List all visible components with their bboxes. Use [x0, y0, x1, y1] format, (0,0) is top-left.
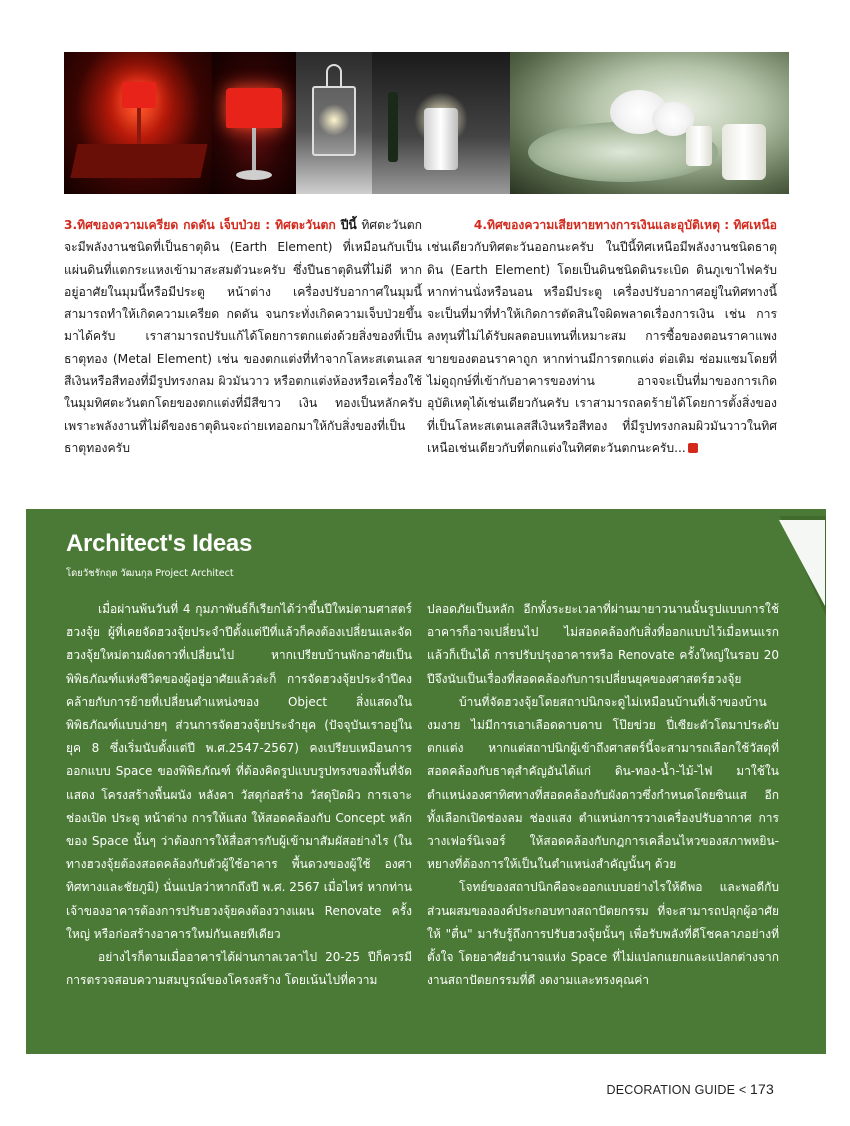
red-lamp-books-photo [64, 52, 212, 194]
page-footer [607, 1081, 775, 1097]
paragraph: บ้านที่จัดฮวงจุ้ยโดยสถาปนิกจะดูไม่เหมือนบ้านที่เจ้าของบ้านงมงาย ไม่มีการเอาเลือดดาบดาบ โป๊ยข่วย ปี่เซียะตัวโตมาประดับตกแต่ง หากแต่สถาปนิกผู้เข้าถึงศาสตร์นี้จะสามารถเลือกใช้วัสดุที่สอดคล้องกับธาตุสำคัญอันได้แก่ ดิน-ทอง-น้ำ-ไม้-ไฟ มาใช้ในตำแหน่งองศาทิศทางที่สอดคล้องกับผังดาวซึ่งกำหนดโดยซินแส อีกทั้งเลือกเปิดช่องลม ช่องแสง ตำแหน่งการวางเครื่องปรับอากาศ การวางเฟอร์นิเจอร์ ให้สอดคล้องกับกฎการเคลื่อนไหวของสภาพหยิน-หยางที่ต้องการให้เป็นในตำแหน่งสำคัญนั้นๆ ด้วย [427, 694, 779, 872]
candle-holder-wine-photo [372, 52, 510, 194]
page-number: 173 [750, 1081, 774, 1097]
candle-glow [318, 104, 350, 136]
panel-title: Architect's Ideas [66, 530, 253, 557]
lamp-shade [226, 88, 282, 128]
book-stack [70, 144, 207, 178]
paragraph: อย่างไรก็ตามเมื่ออาคารได้ผ่านกาลเวลาไป 20-25 ปีก็ควรมีการตรวจสอบความสมบูรณ์ของโครงสร้าง โดยเน้นไปที่ความ [66, 950, 412, 988]
wine-bottle [388, 92, 398, 162]
flowers-bowl-candle-photo [510, 52, 789, 194]
panel-column-right [427, 598, 779, 992]
section-4-heading: 4.ทิศของความเสียหายทางการเงินและอุบัติเหตุ : ทิศเหนือ [473, 218, 777, 232]
section-3-heading: 3.ทิศของความเครียด กดดัน เจ็บป่วย : ทิศตะวันตก [64, 218, 336, 232]
lamp-base [236, 170, 272, 180]
candle [686, 126, 712, 166]
candle-holder [424, 108, 458, 170]
section-4-body: เช่นเดียวกับทิศตะวันออกนะครับ ในปีนี้ทิศเหนือมีพลังงานชนิดธาตุดิน (Earth Element) โดยเป็นดินชนิดดินระเบิด ดินภูเขาไฟครับ หากท่านนั่งหรือนอน หรือมีประตู เครื่องปรับอากาศอยู่ในทิศทางนี้ จะเป็นที่มาที่ทำให้เกิดการตัดสินใจผิดพลาดเรื่องการเงิน เช่น การลงทุนที่ไม่ได้รับผลตอบแทนที่เหมาะสม การซื้อของตอนราคาแพง ขายของตอนราคาถูก หากท่านมีการตกแต่ง ต่อเติม ซ่อมแซมโดยที่ไม่ดูฤกษ์ที่เข้ากับอาคารของท่าน อาจจะเป็นที่มาของการเกิดอุบัติเหตุได้เช่นเดียวกันครับ เราสามารถลดร้ายได้โดยการตั้งสิ่งของที่เป็นโลหะสเตนเลสสีเงินหรือสีทอง ที่มีรูปทรงกลมผิวมันวาวในทิศเหนือเช่นเดียวกับที่ตกแต่งในทิศตะวันตกนะครับ... [427, 240, 777, 455]
section-3-lead: ปีนี้ [335, 218, 357, 232]
panel-byline: โดยวัชรักฤต วัฒนกุล Project Architect [66, 568, 234, 579]
lamp-shade [122, 82, 156, 108]
lamp-stem [252, 128, 256, 174]
paragraph: เมื่อผ่านพ้นวันที่ 4 กุมภาพันธ์ก็เรียกได้ว่าขึ้นปีใหม่ตามศาสตร์ฮวงจุ้ย ผู้ที่เคยจัดฮวงจุ้ยประจำปีตั้งแต่ปีที่แล้วก็คงต้องเปลี่ยนและจัดฮวงจุ้ยใหม่ตามผังดาวที่เปลี่ยนไป หากเปรียบบ้านพักอาศัยเป็นพิพิธภัณฑ์แห่งชีวิตของผู้อยู่อาศัยแล้วล่ะก็ การจัดฮวงจุ้ยประจำปีคงคล้ายกับการย้ายที่เปลี่ยนตำแหน่งของ Object สิ่งแสดงในพิพิธภัณฑ์แบบง่ายๆ ส่วนการจัดฮวงจุ้ยประจำยุค (ปัจจุบันเราอยู่ในยุค 8 ซึ่งเริ่มนับตั้งแต่ปี พ.ศ.2547-2567) คงเปรียบเหมือนการออกแบบ Space ของพิพิธภัณฑ์ ที่ต้องคิดรูปแบบรูปทรงของพื้นที่จัดแสดง โครงสร้างพื้นผนัง หลังคา วัสดุก่อสร้าง วัสดุปิดผิว การเจาะช่องเปิด ประตู หน้าต่าง การให้แสง ให้สอดคล้องกับ Concept หลักของ Space นั้นๆ ว่าต้องการให้สื่อสารกับผู้เข้ามาสัมผัสอย่างไร (ในทางฮวงจุ้ยต้องสอดคล้องกับตัวผู้ใช้อาคาร พื้นดวงของผู้ใช้ องศาทิศทางและชัยภูมิ) นั่นแปลว่าหากถึงปี พ.ศ. 2567 เมื่อไหร่ หากท่านเจ้าของอาคารต้องการปรับฮวงจุ้ยคงต้องวางแผน Renovate ครั้งใหญ่ หรือก่อสร้างอาคารใหม่กันเลยทีเดียว [66, 602, 412, 941]
candle [722, 124, 766, 180]
lamp-stem [137, 108, 141, 148]
section-3 [64, 214, 422, 459]
magazine-name: DECORATION GUIDE < [606, 1083, 747, 1097]
paragraph: ปลอดภัยเป็นหลัก อีกทั้งระยะเวลาที่ผ่านมายาวนานนั้นรูปแบบการใช้อาคารก็อาจเปลี่ยนไป ไม่สอดคล้องกับสิ่งที่ออกแบบไว้เมื่อหนแรก แล้วก็เป็นได้ การปรับปรุงอาคารหรือ Renovate ครั้งใหญ่ในรอบ 20 ปีจึงนับเป็นเรื่องที่สอดคล้องกับการเปลี่ยนยุคของศาสตร์ฮวงจุ้ย [427, 602, 779, 686]
section-4 [427, 214, 777, 459]
photo-strip [64, 52, 789, 194]
red-table-lamp-photo [212, 52, 296, 194]
panel-column-left [66, 598, 412, 992]
lantern-handle [326, 64, 342, 86]
paragraph: โจทย์ของสถาปนิกคือจะออกแบบอย่างไรให้ดีพอ และพอดีกับส่วนผสมขององค์ประกอบทางสถาปัตยกรรม ที่จะสามารถปลุกผู้อาศัยให้ "ตื่น" มารับรู้ถึงการปรับฮวงจุ้ยนั้นๆ เพื่อรับพลังที่ดีโชคลาภอย่างที่ตั้งใจ โดยอาศัยอำนาจแห่ง Space ที่ไม่แปลกแยกและแปลกต่างจากงานสถาปัตยกรรมที่ดี งดงามและทรงคุณค่า [427, 880, 779, 988]
end-mark-icon [688, 443, 698, 453]
section-3-body: ทิศตะวันตกจะมีพลังงานชนิดที่เป็นธาตุดิน (Earth Element) ที่เหมือนกับเป็นแผ่นดินที่แตกระแหงเข้ามาสะสมตัวนะครับ ซึ่งปีนธาตุดินที่ไม่ดี หากอยู่อาศัยในมุมนี้หรือมีประตู หน้าต่าง เครื่องปรับอากาศในมุมนี้สามารถทำให้เกิดความเครียด กดดัน จนกระทั่งเกิดความเจ็บป่วยขึ้นมาได้ครับ เราสามารถปรับแก้ได้โดยการตกแต่งด้วยสิ่งของที่เป็นธาตุทอง (Metal Element) เช่น ของตกแต่งที่ทำจากโลหะสเตนเลสสีเงินหรือสีทองที่มีรูปทรงกลม ผิวมันวาว หรือตกแต่งห้องหรือเครื่องใช้ในมุมทิศตะวันตกโดยของตกแต่งที่มีสีขาว เงิน ทองเป็นหลักครับ เพราะพลังงานที่ไม่ดีของธาตุดินจะถ่ายเทออกมาให้กับสิ่งของที่เป็นธาตุทองครับ [64, 218, 423, 455]
steel-lantern-photo [296, 52, 372, 194]
